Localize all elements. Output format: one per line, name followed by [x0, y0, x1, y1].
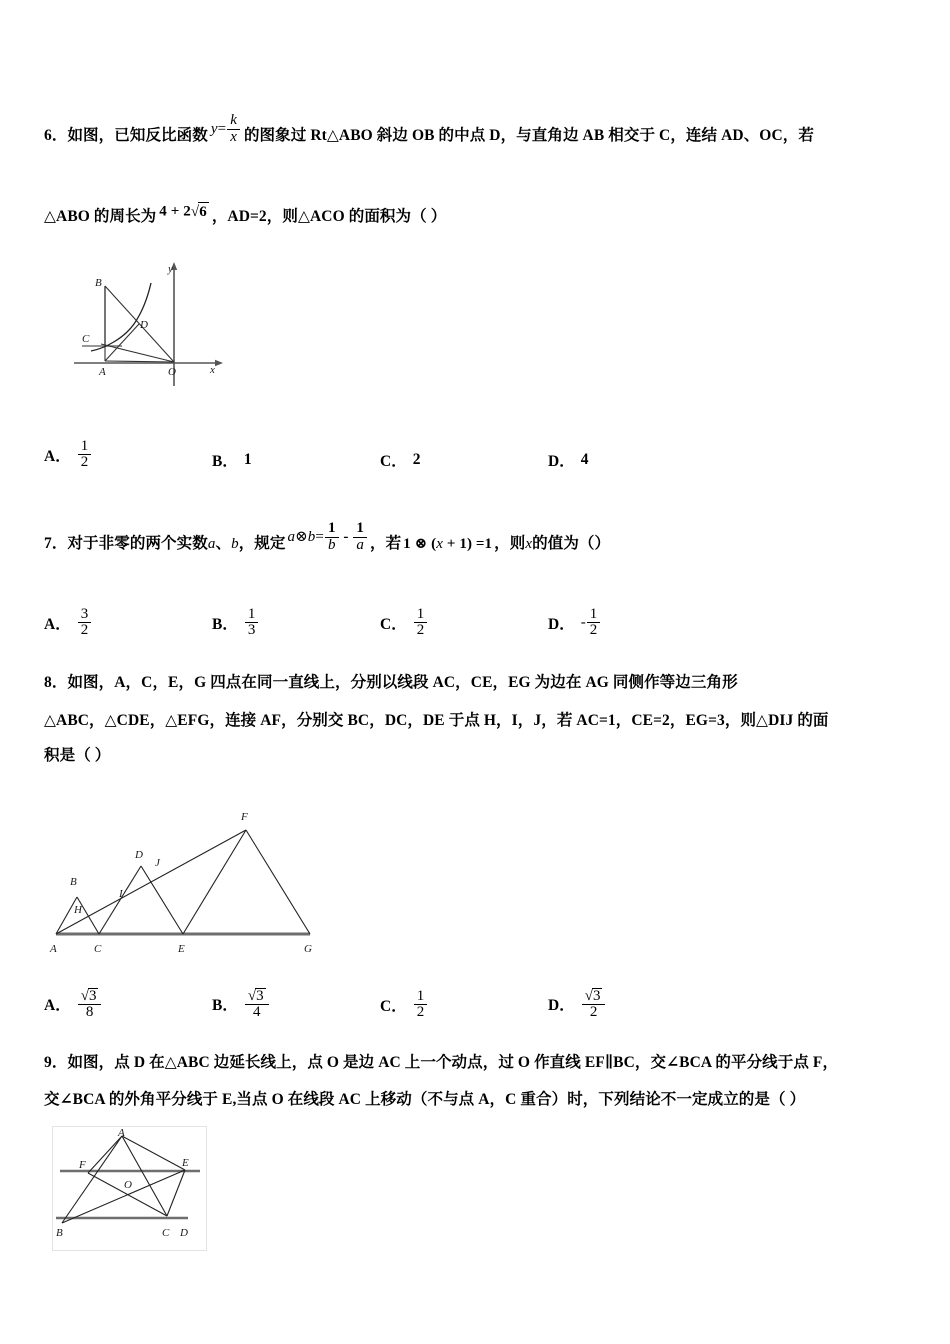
point-label-d: D [140, 319, 148, 331]
q7-option-d-sign: - [580, 614, 586, 631]
q6-option-c[interactable] [380, 449, 420, 471]
q9-number: 9． [44, 1054, 68, 1071]
point-label-h: H [74, 904, 82, 916]
q8-option-b-value: $\frac{√3}{4}$ [244, 988, 270, 1022]
point-label-f: F [79, 1159, 86, 1171]
q6-line2-text-part1: △ABO 的周长为 [44, 208, 157, 225]
q6-line1-text-part1: 如图，已知反比函数 [67, 126, 208, 144]
q8-option-d-value: $\frac{√3}{2}$ [581, 988, 607, 1022]
q6-formula-inverse-function: y= $\frac{k}{x}$ [211, 113, 241, 146]
q7-line1-text-part3: ，若 [369, 534, 402, 552]
q8-option-d[interactable] [548, 988, 606, 1022]
q6-options [44, 425, 924, 471]
segment-af [88, 1136, 122, 1173]
q6-line-1 [44, 112, 814, 153]
q8-line-3 [44, 746, 110, 765]
q6-line1-text-part2: 的图象过 Rt△ABO 斜边 OB 的中点 D，与直角边 AB 相交于 C，连结 AD、OC，若 [243, 126, 814, 144]
q7-option-d-value: - $\frac{1}{2}$ [581, 607, 602, 640]
q8-option-a[interactable] [44, 988, 102, 1022]
q7-option-a-value: $\frac{3}{2}$ [77, 607, 93, 640]
q6-option-a-label: A． [44, 447, 71, 465]
q6-option-d[interactable] [548, 449, 588, 471]
point-label-a: A [99, 366, 106, 378]
q7-option-a-label: A． [44, 615, 71, 633]
point-label-a: A [50, 943, 57, 955]
q7-option-b-value: $\frac{1}{3}$ [244, 607, 260, 640]
q6-formula-perimeter: 4 + 2√6 [159, 202, 207, 220]
q7-line1-text-part1: 对于非零的两个实数 [67, 534, 208, 552]
point-label-c: C [162, 1227, 170, 1239]
segment-cd [99, 866, 141, 934]
q7-line1-text-part5: 的值为（） [532, 534, 611, 552]
q6-option-a-value: $\frac{1}{2}$ [77, 439, 93, 472]
q9-line1-text: 如图，点 D 在△ABC 边延长线上，点 O 是边 AC 上一个动点，过 O 作直线 EF∥BC，交∠BCA 的平分线于点 F， [67, 1054, 839, 1071]
q9-line-2 [44, 1090, 805, 1109]
q7-number: 7． [44, 534, 68, 552]
q6-option-d-value: 4 [580, 451, 589, 468]
q7-option-d[interactable] [548, 607, 601, 640]
q9-line2-text: 交∠BCA 的外角平分线于 E,当点 O 在线段 AC 上移动（不与点 A，C 重合）时，下列结论不一定成立的是（ ） [44, 1091, 806, 1108]
q7-variable-a: a [207, 536, 216, 553]
q7-variable-x: x [525, 536, 533, 553]
q7-options [44, 593, 924, 639]
q8-number: 8． [44, 674, 68, 691]
q7-option-c-value: $\frac{1}{2}$ [413, 607, 429, 640]
q7-option-b[interactable] [212, 607, 259, 640]
axis-label-x: x [210, 364, 215, 376]
q6-option-c-value: 2 [412, 451, 421, 468]
q7-option-a[interactable] [44, 607, 92, 640]
point-label-d: D [135, 849, 143, 861]
q8-line2-text: △ABC，△CDE，△EFG，连接 AF，分别交 BC，DC，DE 于点 H，I，J，若 AC=1，CE=2，EG=3，则△DIJ 的面 [44, 712, 829, 729]
q6-option-b-label: B． [212, 453, 238, 470]
point-label-e: E [182, 1157, 189, 1169]
q7-option-c[interactable] [380, 607, 428, 640]
q6-figure [44, 258, 224, 388]
q7-line1-text-part4: ，则 [494, 534, 526, 552]
q8-figure [42, 782, 332, 960]
point-label-f: F [241, 811, 248, 823]
q9-figure [52, 1126, 207, 1251]
q7-option-b-label: B． [212, 615, 238, 633]
point-label-b: B [70, 876, 77, 888]
point-label-c: C [94, 943, 102, 955]
segment-fg [246, 830, 310, 934]
q9-line-1 [44, 1053, 838, 1072]
q6-option-a[interactable] [44, 439, 92, 472]
q8-option-c-label: C． [380, 997, 407, 1015]
q8-options [44, 975, 924, 1021]
point-label-c: C [82, 333, 90, 345]
q8-line1-text: 如图，A，C，E，G 四点在同一直线上，分别以线段 AC，CE，EG 为边在 AG 同侧作等边三角形 [67, 674, 738, 691]
point-label-i: I [119, 888, 123, 900]
q7-line-1 [44, 520, 611, 561]
point-label-j: J [155, 857, 160, 869]
q8-line3-text: 积是（ ） [44, 747, 111, 764]
segment-ef [183, 830, 246, 934]
q7-separator: 、 [215, 534, 232, 552]
segment-ad [105, 324, 139, 361]
q6-line2-text-part2: ，AD=2，则△ACO 的面积为（ ） [211, 208, 447, 225]
q8-line-2 [44, 711, 829, 730]
point-label-g: G [304, 943, 312, 955]
point-label-b: B [56, 1227, 63, 1239]
q6-line-2 [44, 202, 447, 227]
q7-formula-otimes-definition: a⊗b= $\frac{1}{b}$ - $\frac{1}{a}$ [288, 521, 368, 554]
q8-line-1 [44, 673, 738, 692]
point-label-a: A [118, 1127, 125, 1139]
segment-af [56, 830, 246, 934]
q7-option-c-label: C． [380, 615, 407, 633]
q8-option-b[interactable] [212, 988, 270, 1022]
q7-line1-text-part2: ，规定 [238, 534, 286, 552]
side-ao [105, 361, 174, 362]
q6-option-b[interactable] [212, 449, 252, 471]
point-label-b: B [95, 277, 102, 289]
q8-option-b-label: B． [212, 997, 238, 1015]
point-label-e: E [178, 943, 185, 955]
q6-number: 6． [44, 126, 68, 144]
q6-option-b-value: 1 [243, 451, 252, 468]
point-label-d: D [180, 1227, 188, 1239]
hyperbola-curve [91, 283, 151, 351]
point-label-o: O [124, 1179, 132, 1191]
x-axis-arrow [215, 360, 223, 366]
q6-option-d-label: D． [548, 453, 575, 470]
q7-formula-condition: 1 ⊗ (x + 1) =1 [403, 535, 493, 553]
q6-option-c-label: C． [380, 453, 407, 470]
axis-label-y: y [168, 263, 173, 275]
q8-option-c[interactable] [380, 989, 428, 1022]
q8-option-a-value: $\frac{√3}{8}$ [77, 988, 103, 1022]
q8-option-a-label: A． [44, 997, 71, 1015]
point-label-o: O [168, 366, 176, 378]
q7-option-d-label: D． [548, 615, 575, 633]
q8-option-c-value: $\frac{1}{2}$ [413, 989, 429, 1022]
q8-option-d-label: D． [548, 997, 575, 1015]
q7-variable-b: b [231, 536, 239, 553]
